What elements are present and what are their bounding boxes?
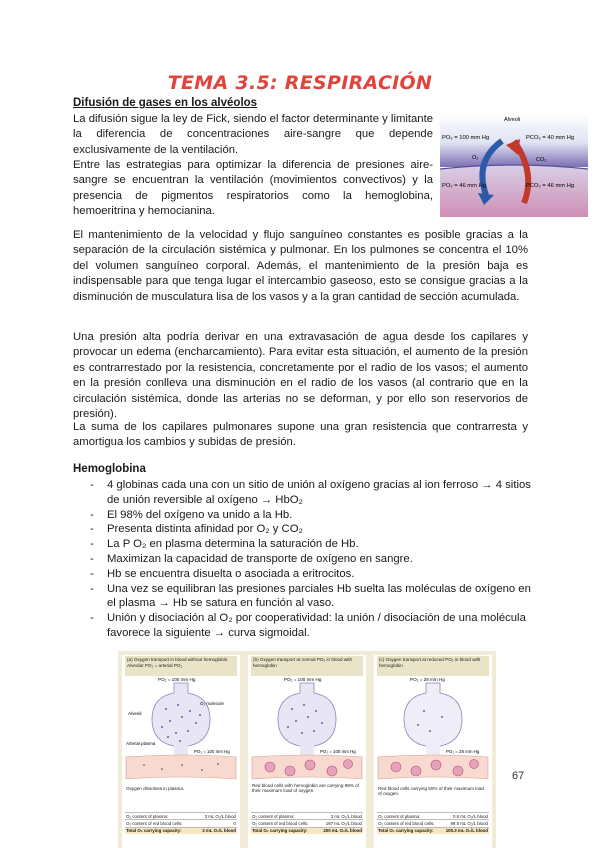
panel-b-caption: Red blood cells with hemoglobin are carrying 98% of their maximum load of oxygen. [252,783,359,794]
section-heading-hemoglobin: Hemoglobina [73,463,146,475]
table-row: O₂ content of plasma: 0.8 mL O₂/L blood [378,813,488,819]
o2-label: O₂ [472,155,479,161]
alveoli-gas-exchange-diagram [440,113,588,217]
list-item: - Presenta distinta afinidad por O₂ y CO₂ [90,523,303,536]
svg-text:PO₂ = 100 mm Hg: PO₂ = 100 mm Hg [158,677,196,682]
panel-c-illustration [374,675,492,785]
po2-top-label: PO₂ = 100 mm Hg [442,135,490,141]
list-item: - Una vez se equilibran las presiones parciales Hb suelta las moléculas de oxígeno en el plasma → Hb se satura en función al vaso. [90,582,531,610]
paragraph-edema: Una presión alta podría derivar en una extravasación de agua desde los capilares y provocar un edema (encharcamiento). Para evitar esta situación, el aumento de la presión es contrarrestado por la resistencia, concretamente por el radio de los vasos; el aumento en la presión conlleva una disminución en el radio de los vasos (al contrario que en la circulación sistémica, donde las arterias no se deforman, y por ello son reservorios de presión). [73,331,528,421]
table-row: O₂ content of red blood cells: 99.5 mL O₂/L blood [378,820,488,826]
panel-b-table [251,812,363,834]
po2-bottom-label: PO₂ = 46 mm Hg [442,183,486,189]
list-item: - El 98% del oxígeno va unido a la Hb. [90,508,293,521]
panel-a-illustration [122,675,240,785]
svg-text:PO₂ = 100 mm Hg: PO₂ = 100 mm Hg [194,749,230,754]
paragraph-strategies: Entre las estrategias para optimizar la diferencia de presiones aire-sangre se encuentran la ventilación (movimientos convectivos) y la presencia de pigmentos respiratorios como la hemoglobina, hemoeritrina y hemocianina. [73,159,433,218]
panel-c-heading: (c) Oxygen transport at reduced PO₂ in blood with hemoglobin [377,656,489,676]
table-row: O₂ content of red blood cells: 197 mL O₂/L blood [252,820,362,826]
list-item: - 4 globinas cada una con un sitio de unión al oxígeno gracias al ion ferroso → 4 sitios de unión reversible al oxígeno → HbO₂ [90,479,531,506]
co2-label: CO₂ [536,157,547,163]
svg-text:O₂ molecule: O₂ molecule [200,701,224,706]
panel-b-illustration [248,675,366,785]
panel-a-caption: Oxygen dissolves in plasma. [126,786,185,791]
svg-text:Arterial plasma: Arterial plasma [126,741,156,746]
pco2-top-label: PCO₂ = 40 mm Hg [526,135,575,141]
table-row: Total O₂ carrying capacity: 3 mL O₂/L blood [126,828,236,834]
svg-text:PO₂ = 100 mm Hg: PO₂ = 100 mm Hg [284,677,322,682]
list-item: - La P O₂ en plasma determina la saturación de Hb. [90,538,359,551]
list-item: - Unión y disociación al O₂ por cooperatividad: la unión / disociación de una molécula favorece la siguiente → curva sigmoidal. [90,612,526,639]
alveoli-label: Alveoli [504,117,521,123]
svg-text:PO₂ = 100 mm Hg: PO₂ = 100 mm Hg [320,749,356,754]
page-title: TEMA 3.5: RESPIRACIÓN [167,72,433,94]
section-heading-diffusion: Difusión de gases en los alvéolos [73,97,258,109]
panel-a-table [125,812,237,834]
panel-a [122,655,240,848]
svg-text:PO₂ = 28 mm Hg: PO₂ = 28 mm Hg [410,677,445,682]
oxygen-transport-figure [118,651,496,848]
hemoglobin-bullet-list [73,478,531,641]
paragraph-pulmonary-circulation: El mantenimiento de la velocidad y flujo sanguíneo constantes es posible gracias a la separación de la circulación sistémica y pulmonar. En los pulmones se concentra el 10% del volumen sanguíneo corporal. Además, el mantenimiento de la presión baja es indispensable para que tenga lugar el intercambio gaseoso, esto se consigue gracias a la disminución de musculatura lisa de los vasos y a la gran cantidad de sección acumulada. [73,229,528,303]
page-number: 67 [512,770,525,782]
svg-text:Alveoli: Alveoli [128,711,142,716]
panel-c-caption: Red blood cells carrying 50% of their maximum load of oxygen. [378,786,484,797]
paragraph-capillary-resistance: La suma de los capilares pulmonares supone una gran resistencia que contrarresta y amortigua los cambios y subidas de presión. [73,421,528,449]
pco2-bottom-label: PCO₂ = 46 mm Hg [526,183,575,189]
panel-a-heading: (a) Oxygen transport in blood without hemoglobin. Alveolar PO₂ = arterial PO₂ [125,656,237,676]
table-row: O₂ content of plasma: 3 mL O₂/L blood [126,813,236,819]
table-row: Total O₂ carrying capacity: 200 mL O₂/L blood [252,828,362,834]
list-item: - Hb se encuentra disuelta o asociada a eritrocitos. [90,567,355,580]
panel-c-table [377,812,489,834]
list-item: - Maximizan la capacidad de transporte de oxígeno en sangre. [90,552,413,565]
table-row: O₂ content of plasma: 3 mL O₂/L blood [252,813,362,819]
panel-b-heading: (b) Oxygen transport at normal PO₂ in blood with hemoglobin [251,656,363,676]
panel-b [248,655,366,848]
table-row: Total O₂ carrying capacity: 100.3 mL O₂/L blood [378,828,488,834]
paragraph-fick: La difusión sigue la ley de Fick, siendo el factor determinante y limitante la diferencia de concentraciones aire-sangre que depende exclusivamente de la ventilación. [73,113,433,156]
svg-text:PO₂ = 28 mm Hg: PO₂ = 28 mm Hg [446,749,480,754]
table-row: O₂ content of red blood cells: 0 [126,820,236,826]
panel-c [374,655,492,848]
